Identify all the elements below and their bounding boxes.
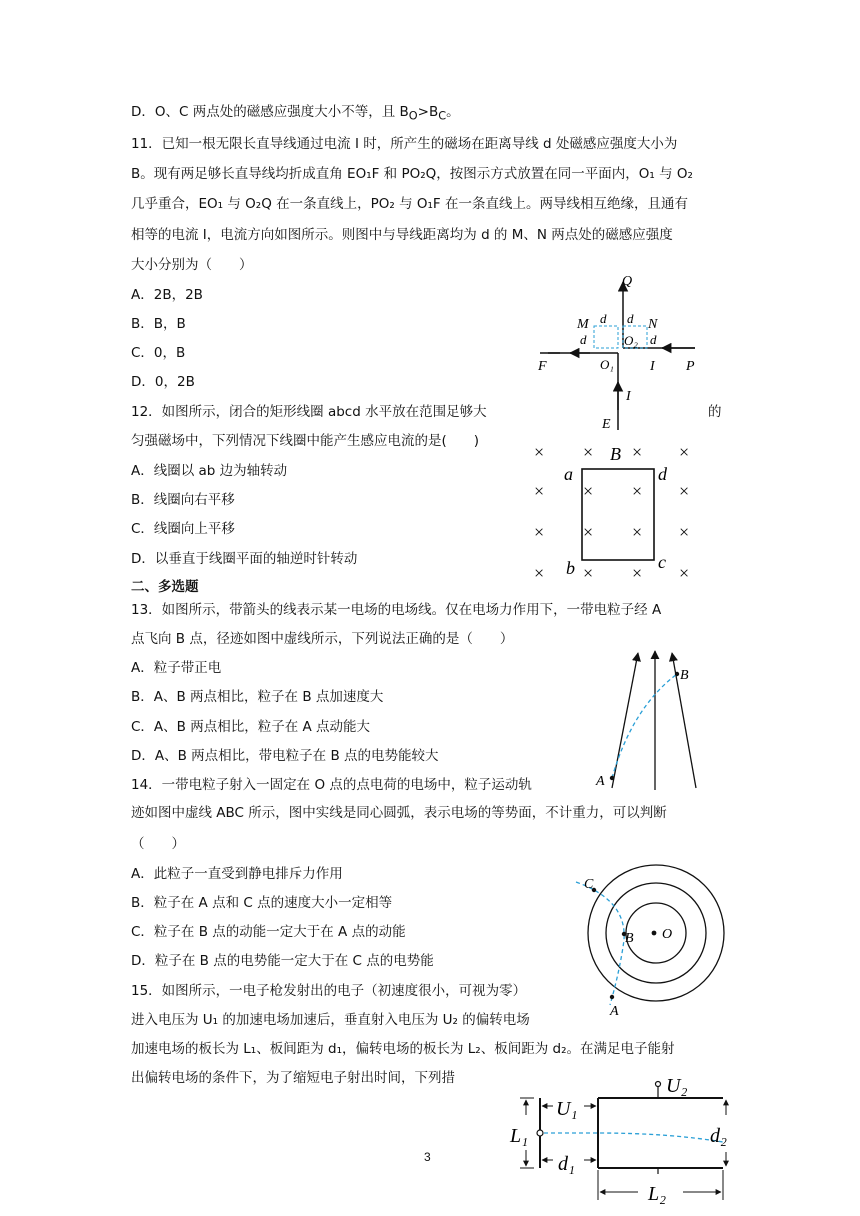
q11-wire-diagram xyxy=(530,270,710,435)
label-i2: I xyxy=(626,389,631,404)
label-b-corner: b xyxy=(566,558,575,578)
q11-option-b: B．B，B xyxy=(131,316,186,332)
q12-line1: 12．如图所示，闭合的矩形线圈 abcd 水平放在范围足够大 xyxy=(131,404,487,420)
q11-line5: 大小分别为（ ） xyxy=(131,257,253,273)
q13-line1: 13．如图所示，带箭头的线表示某一电场的电场线。仅在电场力作用下，一带电粒子经 A xyxy=(131,602,662,618)
line-option-d-q10 xyxy=(131,102,460,127)
label-c: C xyxy=(584,877,594,892)
q12-option-a: A．线圈以 ab 边为轴转动 xyxy=(131,463,288,479)
cross: × xyxy=(632,481,643,501)
q14-option-c: C．粒子在 B 点的动能一定大于在 A 点的动能 xyxy=(131,924,406,940)
label-o2: O₂ xyxy=(624,333,638,348)
q15-line3: 加速电场的板长为 L₁、板间距为 d₁，偏转电场的板长为 L₂、板间距为 d₂。在满足电子能射 xyxy=(131,1041,675,1057)
q15-line4: 出偏转电场的条件下，为了缩短电子射出时间，下列措 xyxy=(131,1070,455,1086)
text-c: 。 xyxy=(446,104,460,120)
label-a: A xyxy=(596,774,605,789)
label-a: a xyxy=(564,464,573,484)
label-u2: U₂ xyxy=(666,1075,688,1097)
q11-line2: B。现有两足够长直导线均折成直角 EO₁F 和 PO₂Q，按图示方式放置在同一平面内，O₁ 与 O₂ xyxy=(131,166,693,182)
text-a: D．O、C 两点处的磁感应强度大小不等，且 B xyxy=(131,104,409,120)
sub-o: O xyxy=(408,109,418,123)
sub-c: C xyxy=(438,109,447,123)
label-d: d xyxy=(658,464,667,484)
q12-coil-diagram xyxy=(526,436,706,586)
cross: × xyxy=(679,522,690,542)
q13-option-a: A．粒子带正电 xyxy=(131,660,222,676)
label-d1: d₁ xyxy=(558,1153,575,1175)
label-d1: d xyxy=(600,311,607,326)
cross: × xyxy=(583,563,594,583)
q15-line1: 15．如图所示，一电子枪发射出的电子（初速度很小，可视为零） xyxy=(131,983,527,999)
label-m: M xyxy=(577,317,589,332)
label-d2: d₂ xyxy=(710,1125,727,1147)
label-b: B xyxy=(610,444,621,464)
q15-line2: 进入电压为 U₁ 的加速电场加速后，垂直射入电压为 U₂ 的偏转电场 xyxy=(131,1012,530,1028)
label-e: E xyxy=(602,417,611,432)
label-d4: d xyxy=(650,332,657,347)
label-o1: O₁ xyxy=(600,357,614,372)
label-o: O xyxy=(662,927,673,942)
label-u1: U₁ xyxy=(556,1098,578,1120)
q11-line4: 相等的电流 I，电流方向如图所示。则图中与导线距离均为 d 的 M、N 两点处的磁感应强度 xyxy=(131,227,673,243)
q11-line1: 11．已知一根无限长直导线通过电流 I 时，所产生的磁场在距离导线 d 处磁感应强度大小为 xyxy=(131,136,678,152)
q11-option-d: D．0，2B xyxy=(131,374,195,390)
label-c: c xyxy=(658,552,666,572)
label-p: P xyxy=(686,359,695,374)
label-i1: I xyxy=(650,359,655,374)
cross: × xyxy=(679,563,690,583)
label-b: B xyxy=(625,931,634,946)
q12-line1-tail: 的 xyxy=(708,404,722,420)
cross: × xyxy=(534,442,545,462)
q14-equipotential-diagram xyxy=(572,860,722,1019)
cross: × xyxy=(632,563,643,583)
label-d2: d xyxy=(627,311,634,326)
cross: × xyxy=(679,481,690,501)
label-n: N xyxy=(648,317,658,332)
label-f: F xyxy=(538,359,547,374)
label-d3: d xyxy=(580,332,587,347)
q14-option-b: B．粒子在 A 点和 C 点的速度大小一定相等 xyxy=(131,895,393,911)
cross: × xyxy=(534,563,545,583)
label-b: B xyxy=(680,668,689,683)
label-l1: L₁ xyxy=(510,1125,529,1147)
section-heading-multiple-choice: 二、多选题 xyxy=(131,579,199,595)
label-a: A xyxy=(610,1004,619,1019)
q11-line3: 几乎重合，EO₁ 与 O₂Q 在一条直线上，PO₂ 与 O₁F 在一条直线上。两导线相互绝缘，且通有 xyxy=(131,196,688,212)
q14-line3: （ ） xyxy=(131,836,185,852)
q14-line2: 迹如图中虚线 ABC 所示，图中实线是同心圆弧，表示电场的等势面，不计重力，可以判断 xyxy=(131,805,667,821)
label-l2: L₂ xyxy=(648,1183,667,1205)
q15-deflection-diagram xyxy=(508,1070,738,1210)
q13-field-lines-diagram xyxy=(592,648,702,793)
q12-option-b: B．线圈向右平移 xyxy=(131,492,235,508)
page-number: 3 xyxy=(424,1150,431,1164)
q14-option-a: A．此粒子一直受到静电排斥力作用 xyxy=(131,866,343,882)
q14-line1: 14．一带电粒子射入一固定在 O 点的点电荷的电场中，粒子运动轨 xyxy=(131,777,532,793)
q12-line2: 匀强磁场中，下列情况下线圈中能产生感应电流的是( ) xyxy=(131,433,480,449)
q13-line2: 点飞向 B 点，径迹如图中虚线所示，下列说法正确的是（ ） xyxy=(131,631,514,647)
cross: × xyxy=(583,522,594,542)
text-b: >B xyxy=(417,104,439,120)
q13-option-b: B．A、B 两点相比，粒子在 B 点加速度大 xyxy=(131,689,384,705)
q11-option-c: C．0，B xyxy=(131,345,186,361)
q14-option-d: D．粒子在 B 点的电势能一定大于在 C 点的电势能 xyxy=(131,953,434,969)
q13-option-c: C．A、B 两点相比，粒子在 A 点动能大 xyxy=(131,719,371,735)
cross: × xyxy=(534,522,545,542)
q13-option-d: D．A、B 两点相比，带电粒子在 B 点的电势能较大 xyxy=(131,748,439,764)
cross: × xyxy=(632,522,643,542)
cross: × xyxy=(583,442,594,462)
cross: × xyxy=(534,481,545,501)
cross: × xyxy=(583,481,594,501)
cross: × xyxy=(632,442,643,462)
q11-option-a: A．2B，2B xyxy=(131,287,203,303)
cross: × xyxy=(679,442,690,462)
q12-option-d: D．以垂直于线圈平面的轴逆时针转动 xyxy=(131,551,358,567)
q12-option-c: C．线圈向上平移 xyxy=(131,521,235,537)
label-q: Q xyxy=(622,274,633,289)
